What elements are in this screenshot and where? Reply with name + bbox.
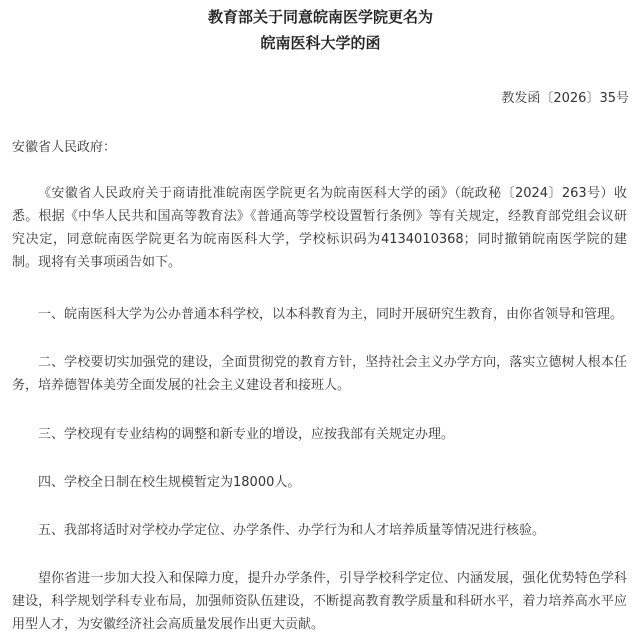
paragraph-item-1: 一、皖南医科大学为公办普通本科学校，以本科教育为主，同时开展研究生教育，由你省领导和管理。 <box>38 307 624 322</box>
document-title-line-2: 皖南医科大学的函 <box>260 34 381 52</box>
paragraph-item-5: 五、我部将适时对学校办学定位、办学条件、办学行为和人才培养质量等情况进行核验。 <box>38 523 546 538</box>
salutation: 安徽省人民政府： <box>12 140 117 155</box>
paragraph-item-3: 三、学校现有专业结构的调整和新专业的增设，应按我部有关规定办理。 <box>38 427 455 442</box>
paragraph-item-4: 四、学校全日制在校生规模暂定为18000人。 <box>38 475 301 490</box>
document-number: 教发函〔2026〕35号 <box>501 91 629 106</box>
document-title-line-1: 教育部关于同意皖南医学院更名为 <box>207 8 433 26</box>
paragraph-closing: 望你省进一步加大投入和保障力度，提升办学条件，引导学校科学定位、内涵发展，强化优势特色学科建设，科学规划学科专业布局，加强师资队伍建设，不断提高教育教学质量和科研水平，着力培养高水平应用型人才，为安徽经济社会高质量发展作出更大贡献。 <box>12 571 627 632</box>
paragraph-intro: 《安徽省人民政府关于商请批准皖南医学院更名为皖南医科大学的函》（皖政秘〔2024〕263号）收悉。根据《中华人民共和国高等教育法》《普通高等学校设置暂行条例》等有关规定，经教育部党组会议研究决定，同意皖南医学院更名为皖南医科大学，学校标识码为4134010368；同时撤销皖南医学院的建制。现将有关事项函告如下。 <box>12 186 627 270</box>
paragraph-item-2: 二、学校要切实加强党的建设，全面贯彻党的教育方针，坚持社会主义办学方向，落实立德树人根本任务，培养德智体美劳全面发展的社会主义建设者和接班人。 <box>12 355 627 393</box>
